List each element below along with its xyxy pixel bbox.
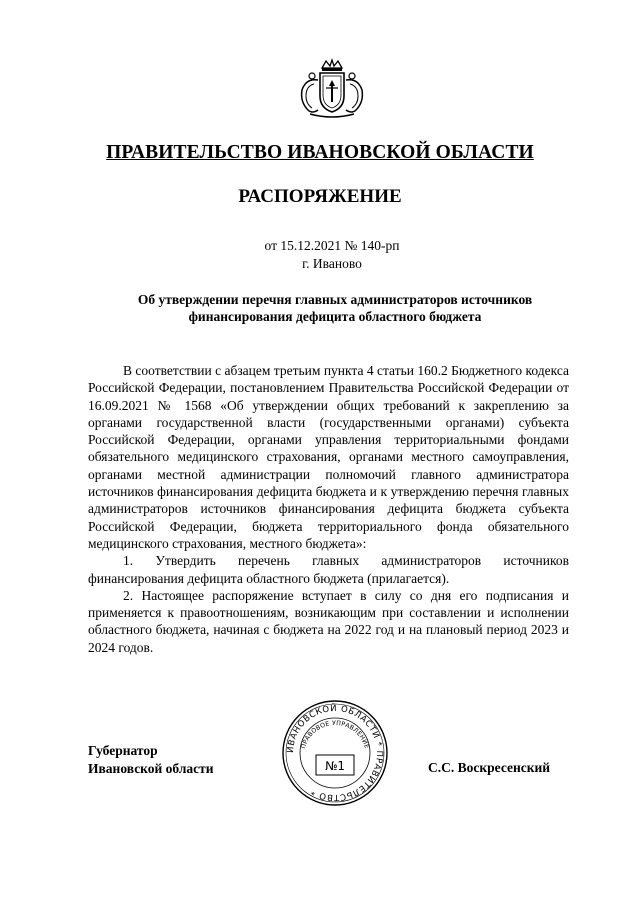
stamp-number: №1 bbox=[324, 759, 346, 773]
signer-title-line-2: Ивановской области bbox=[88, 760, 214, 776]
document-type: РАСПОРЯЖЕНИЕ bbox=[238, 186, 402, 207]
organization-title: ПРАВИТЕЛЬСТВО ИВАНОВСКОЙ ОБЛАСТИ bbox=[106, 142, 534, 163]
signer-title bbox=[88, 742, 214, 777]
coat-of-arms-icon bbox=[292, 58, 372, 120]
document-body bbox=[88, 362, 569, 656]
document-subject: Об утверждении перечня главных администраторов источников финансирования дефицита областного бюджета bbox=[137, 292, 533, 324]
signer-title-line-1: Губернатор bbox=[88, 743, 158, 758]
document-city: г. Иваново bbox=[302, 256, 362, 271]
clause-2-paragraph: 2. Настоящее распоряжение вступает в силу со дня его подписания и применяется к правоотношениям, возникающим при составлении и исполнении областного бюджета, начиная с бюджета на 2022 год и на плановый период 2023 и 2024 годов. bbox=[88, 587, 569, 655]
svg-text:ПРАВОВОЕ УПРАВЛЕНИЕ bbox=[300, 720, 370, 750]
preamble-paragraph: В соответствии с абзацем третьим пункта 4 статьи 160.2 Бюджетного кодекса Российской Федерации, постановлением Правительства Российской Федерации от 16.09.2021 № 1568 «Об утверждении общих требований к закреплению за органами государственной власти (государственными органами) субъекта Российской Федерации, органами управления территориальными фондами обязательного медицинского страхования, органами местного самоуправления, органами местной администрации полномочий главного администратора источников финансирования дефицита бюджета и к утверждению перечня главных администраторов источников финансирования дефицита бюджета субъекта Российской Федерации, бюджета территориального фонда обязательного медицинского страхования, местного бюджета»: bbox=[88, 363, 569, 551]
signer-name: С.С. Воскресенский bbox=[428, 760, 551, 775]
stamp-ring-text: ИВАНОВСКОЙ ОБЛАСТИ * ПРАВИТЕЛЬСТВО * bbox=[285, 703, 385, 803]
official-stamp bbox=[280, 698, 390, 808]
document-date-number: от 15.12.2021 № 140-рп bbox=[264, 238, 400, 253]
clause-1-paragraph: 1. Утвердить перечень главных администраторов источников финансирования дефицита областного бюджета (прилагается). bbox=[88, 553, 569, 586]
stamp-inner-text: ПРАВОВОЕ УПРАВЛЕНИЕ bbox=[299, 719, 371, 750]
svg-text:ИВАНОВСКОЙ ОБЛАСТИ * ПРАВИТЕЛЬ bbox=[286, 702, 384, 802]
